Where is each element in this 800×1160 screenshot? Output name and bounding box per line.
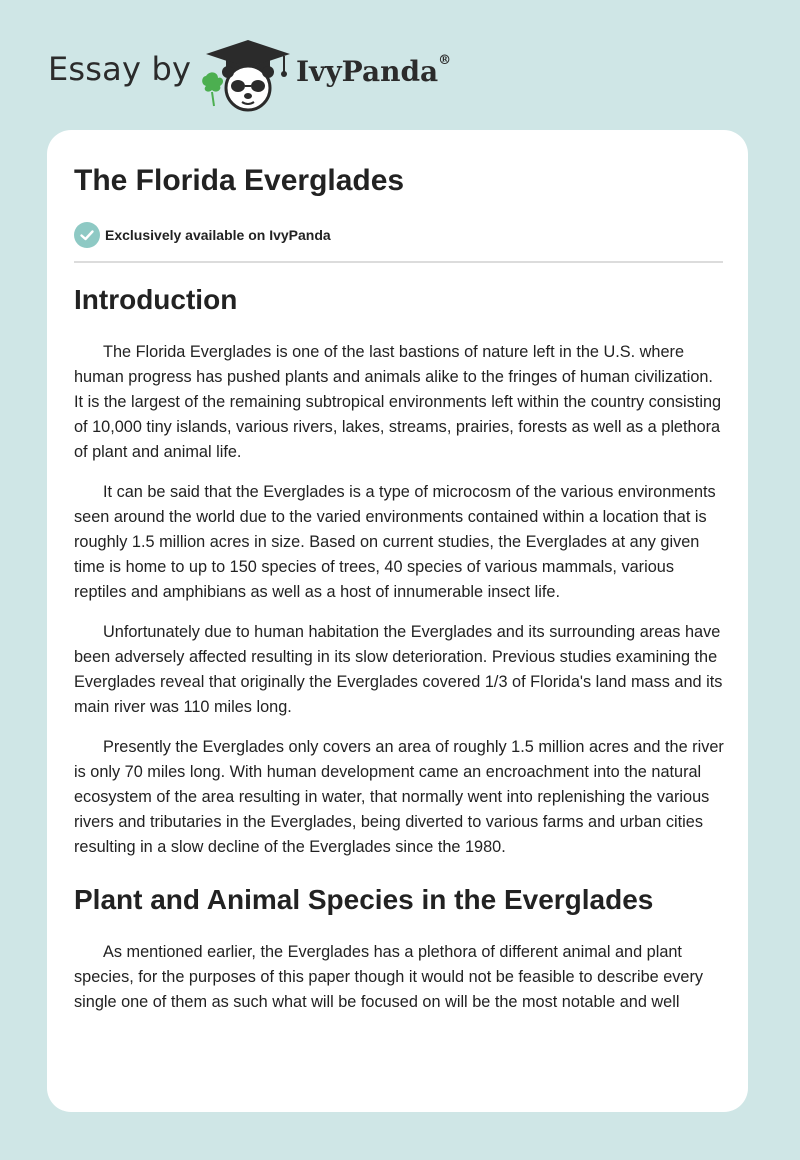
section-heading-introduction: Introduction [74,284,238,315]
section-heading-species: Plant and Animal Species in the Everglades [74,884,654,915]
registered-mark: ® [438,53,452,68]
exclusive-badge-label: Exclusively available on IvyPanda [105,227,331,243]
essay-card [47,130,748,1112]
page-title: The Florida Everglades [74,164,405,197]
brand-name: IvyPanda [296,55,439,88]
divider [74,261,723,263]
paragraph: Presently the Everglades only covers an area of roughly 1.5 million acres and the river is only 70 miles long. With human development came an encroachment into the natural ecosystem of the area resulting in water, that normally went into replenishing the various rivers and tributaries in the Everglades, being diverted to various farms and urban cities resulting in a slow decline of the Everglades since the 1980. [74,738,724,856]
exclusive-badge [74,222,331,248]
article-body [74,282,724,1030]
paragraph: The Florida Everglades is one of the last bastions of nature left in the U.S. where human progress has pushed plants and animals alike to the fringes of human civilization. It is the largest of the remaining subtropical environments left within the country consisting of 10,000 tiny islands, various rivers, lakes, streams, prairies, forests as well as a plethora of plant and animal life. [74,343,722,461]
panda-graduate-logo-icon[interactable] [200,36,296,112]
site-header [0,0,800,130]
brand-logo-text[interactable] [296,55,451,88]
paragraph: Unfortunately due to human habitation the Everglades and its surrounding areas have been adversely affected resulting in its slow deterioration. Previous studies examining the Everglades reveal that originally the Everglades covered 1/3 of Florida's land mass and its main river was 110 miles long. [74,623,723,716]
essay-by-label: Essay by [48,50,192,88]
check-circle-icon [74,222,100,248]
paragraph: As mentioned earlier, the Everglades has a plethora of different animal and plant species, for the purposes of this paper though it would not be feasible to describe every single one of them as such what will be focused on will be the most notable and well [74,943,704,1011]
paragraph: It can be said that the Everglades is a type of microcosm of the various environments seen around the world due to the varied environments contained within a location that is roughly 1.5 million acres in size. Based on current studies, the Everglades at any given time is home to up to 150 species of trees, 40 species of various mammals, various reptiles and amphibians as well as a host of innumerable insect life. [74,483,716,601]
